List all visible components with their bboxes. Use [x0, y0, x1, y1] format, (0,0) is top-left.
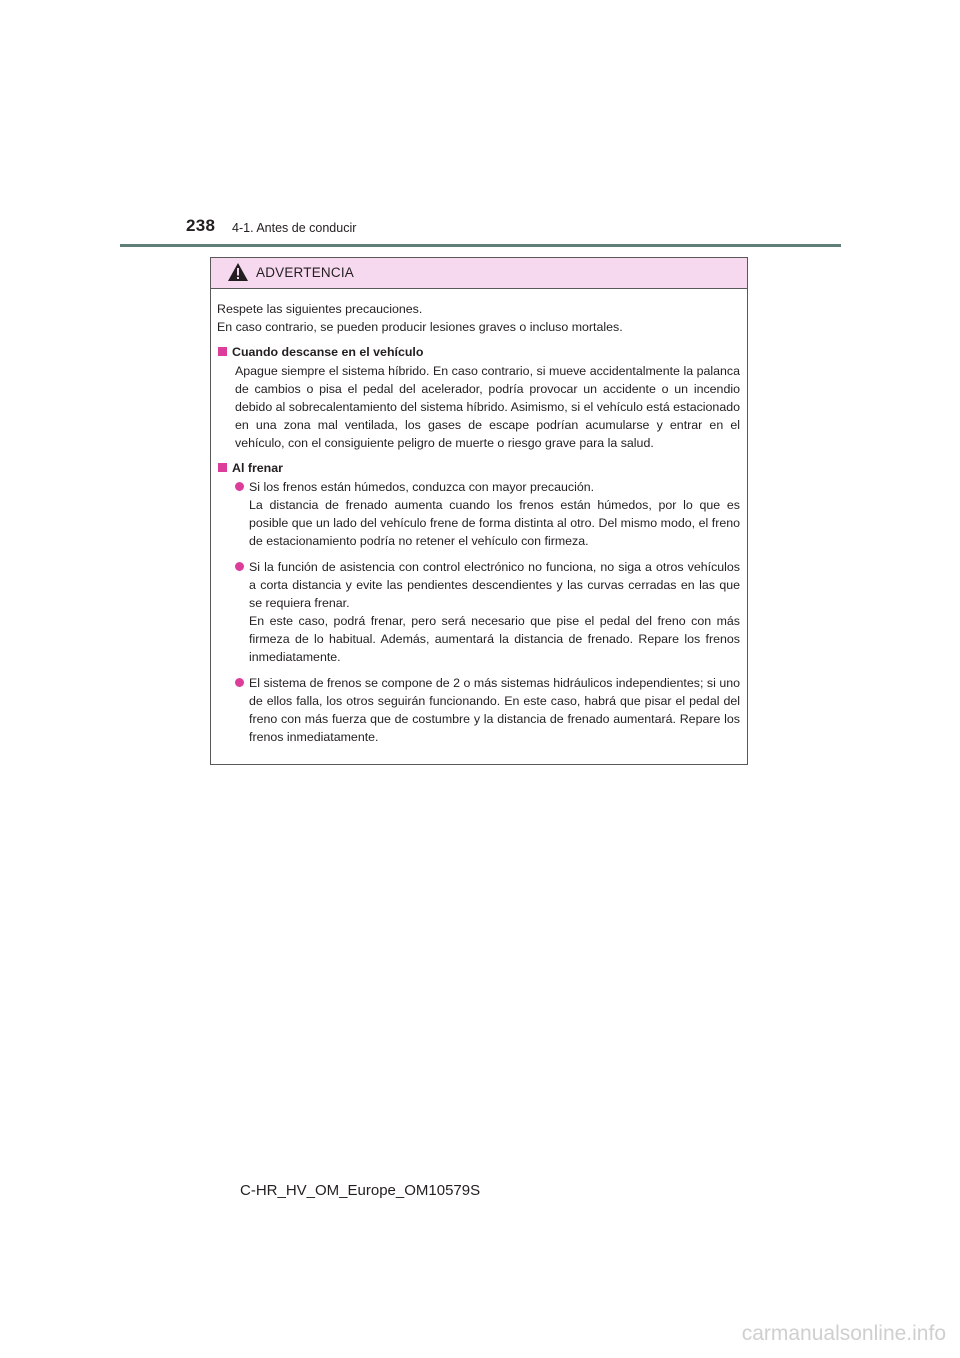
intro-line: Respete las siguientes precauciones. — [217, 302, 423, 316]
bullet-line: Si los frenos están húmedos, conduzca con mayor precaución. — [249, 480, 595, 494]
section-heading — [217, 459, 740, 477]
list-item — [235, 674, 740, 746]
bullet-line: El sistema de frenos se compone de 2 o más sistemas hidráulicos independientes; si uno de ellos falla, los otros seguirán funcionando. En este caso, habrá que pisar el pedal del freno con más fuerza que de costumbre y la distancia de frenado aumentará. Repare los frenos inmediatamente. — [249, 676, 740, 744]
section-text: Apague siempre el sistema híbrido. En caso contrario, si mueve accidentalmente la palanca de cambios o pisa el pedal del acelerador, podría provocar un accidente o un incendio debido al sobrecalentamiento del sistema híbrido. Asimismo, si el vehículo está estacionado en una zona mal ventilada, los gases de escape podrían acumularse y entrar en el vehículo, con el consiguiente peligro de muerte o riesgo grave para la salud. — [235, 364, 740, 450]
bullet-content — [249, 478, 740, 550]
warning-triangle-icon — [227, 262, 249, 282]
warning-box — [210, 257, 748, 765]
warning-body — [211, 289, 747, 746]
section-braking — [217, 459, 740, 746]
list-item — [235, 558, 740, 666]
document-code: C-HR_HV_OM_Europe_OM10579S — [240, 1182, 481, 1199]
section-heading — [217, 343, 740, 361]
bullet-content — [249, 674, 740, 746]
header-rule — [120, 244, 841, 247]
circle-bullet-icon — [235, 562, 244, 571]
bullet-line: La distancia de frenado aumenta cuando los frenos están húmedos, por lo que es posible que un lado del vehículo frene de forma distinta al otro. Del mismo modo, el freno de estacionamiento podría no retener el vehículo con firmeza. — [249, 498, 740, 548]
warning-title: ADVERTENCIA — [256, 265, 354, 280]
bullet-line: En este caso, podrá frenar, pero será necesario que pise el pedal del freno con más firmeza de lo habitual. Además, aumentará la distancia de frenado. Repare los frenos inmediatamente. — [249, 614, 740, 664]
warning-header — [211, 258, 747, 289]
square-bullet-icon — [218, 347, 227, 356]
warning-intro — [217, 300, 740, 336]
section-resting-in-vehicle — [217, 343, 740, 452]
list-item — [235, 478, 740, 550]
intro-line: En caso contrario, se pueden producir lesiones graves o incluso mortales. — [217, 320, 623, 334]
circle-bullet-icon — [235, 482, 244, 491]
section-title: 4-1. Antes de conducir — [232, 221, 357, 235]
bullet-line: Si la función de asistencia con control electrónico no funciona, no siga a otros vehículos a corta distancia y evite las pendientes descendientes y las curvas cerradas en las que se requiera frenar. — [249, 560, 740, 610]
section-heading-text: Al frenar — [232, 461, 283, 475]
square-bullet-icon — [218, 463, 227, 472]
section-heading-text: Cuando descanse en el vehículo — [232, 345, 424, 359]
page-number: 238 — [186, 216, 216, 235]
circle-bullet-icon — [235, 678, 244, 687]
bullet-content — [249, 558, 740, 666]
braking-bullet-list — [235, 478, 740, 746]
watermark: carmanualsonline.info — [741, 1322, 946, 1345]
